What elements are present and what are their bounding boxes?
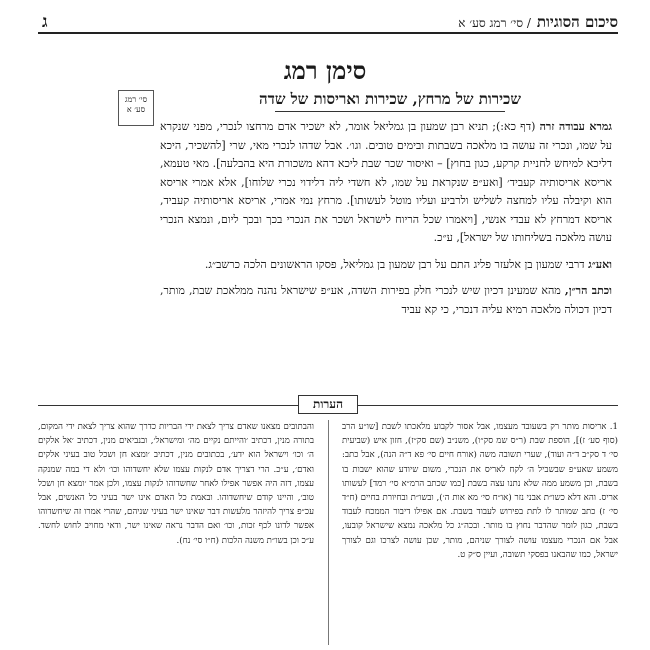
notes-columns [38,420,618,645]
paragraph-3-lead: וכתב הר״ן, [564,284,612,297]
subtitle-text: שכירות של מרחץ, שכירות ואריסות של שדה [258,90,521,108]
running-title: סיכום הסוגיות/ סי׳ רמג סע׳ א [458,13,618,31]
page-number: ג [42,12,48,32]
notes-column-right: 1. אריסות מותר רק בשעובד מעצמו, אבל אסור לקבוע מלאכתו לשבת [שו״ע הרב (סוף סע׳ ז)], הוספת שבת (ר״ס שמ סק״ו), משנ״ב (שם סק״ז), חזון איש (שביעית סי׳ ד סק״ב ד״ה ועוד), שערי תשובה משה (אורח חיים סי׳ פא ד״ה הנה), אבל כתב: משמע שאע״פ שבשביל ה׳ לקח לאריס את הנכרי, משום שיודע שהוא ישבות בו בשבת, וכן משמע ממה שלא נתנו עצה בשבת [כמו שכתב הרמ״א סי׳ רמד] לעשותו אריס. והא דלא כשו״ת אבני נזר (או״ח סי׳ מא אות ה׳), ובשו״ת ובחיורת בחיים (ח״ד סי׳ ז) כתב שמותר לו לתת בפירוש לעבוד בשבת. אם אפילו דיבור הממכח לעבוד בשבת, כגון לומר שהדבר נחוץ בו מותר. ובכה״ג כל מלאכה נמצא שישראל קובעו, אבל אם הנכרי מעצמו עושה לצורך שניהם, מותר, שכן עושה לצרכו וגם לצורך ישראל, כמו שהבאנו בפסקי תשובה, ועיין ס״ק ט. [342,422,618,560]
paragraph-2-lead: ואע״ג [588,257,612,271]
section-subtitle [180,90,600,112]
notes-header [38,395,618,415]
notes-label: הערות [298,395,358,414]
paragraph-1-lead: גמרא עבודה זרה [539,120,612,133]
column-divider [328,420,329,645]
paragraph-1 [160,118,612,248]
margin-reference: סי׳ רמג סע׳ א [118,90,154,126]
main-text [160,118,612,327]
paragraph-3 [160,282,612,319]
paragraph-2 [160,256,612,275]
paragraph-3-body: מהא שמעינן דכיון שיש לנכרי חלק בפירות השדה, אע״פ שישראל נהנה ממלאכת שבת, מותר, דכיון דכולה מלאכה רמיא עליה דנכרי, כי קא עביד [160,284,612,316]
paragraph-1-body: (דף כא:); תניא רבן שמעון בן גמליאל אומר, לא ישכיר אדם מרחצו לנכרי, מפני שנקרא על שמו, ונכרי זה עושה בו מלאכה בשבתות ובימים טובים. וגו׳. אבל שדהו לנכרי מאי, שרי [להשכיר, היכא דליכא למיחש לחניית קרקע, כגון בחוץ] – ואיסור שכר שבת ליכא דהא משכורת היא בהבלעה]. מאי טעמא, אריסא אריסותיה קעביד׳ [ואע״פ שנקראת על שמו, לא חשדי ליה דלידוי נכרי שלוחו], אלא אמרי אריסא הוא וקיבלה עליו למחצה לשליש ולרביע ועליו מוטל לעשותו]. מרחץ נמי אמרי, אריסא אריסותיה קעביד, אריסא דמרחץ לא עבדי אנשי, [ויאמרו שכל הריוח לישראל ושכר את הנכרי בכך ובכך ליום, ונמצא הנכרי עושה מלאכה בשליחותו של ישראל], ע״כ. [160,120,612,244]
siman-title: סימן רמג [283,56,367,85]
subtitle-underline [275,111,505,112]
notes-column-left: והבתובים מצאנו שאדם צריך לצאת ידי הבריות כדרך שהוא צריך לצאת ידי המקום, בתורה מנין, דכתיב ׳והייתם נקיים מה׳ ומישראל׳, ובנביאים מנין, דכתיב ׳אל אלקים ה׳ וכו׳ וישראל הוא ידע׳, בכתובים מנין, דכתיב ׳ומצא חן ושכל טוב בעיני אלקים ואדם׳, ע״כ. הרי דצריך אדם לנקות עצמו שלא יחשדוהו וכו׳ ולא די במה שמנקה עצמו, דזה היה אפשר אפילו לאחר שחשדוהו לנקות עצמו, ולכן אמר ׳ומצא חן ושכל טוב׳, והיינו קודם שיחשדוהו. ובאמת כל האדם אינו ישר בעיני כל האנשים, אבל עכ״פ צריך להיזהר מלעשות דבר שאינו ישר בעיני שניהם, שהרי אמרו זה שיחשדוהו אפשר לדונו לכף זכות, וכו׳ ואם הדבר נראה שאינו ישר, ודאי מחויב לחוש לחשד. ע״כ וכן בשו״ת משנה הלכות (ח״ו סי׳ נח). [38,422,314,546]
running-header [38,10,618,34]
paragraph-2-body: דרבי שמעון בן אלעזר פליג התם על רבן שמעון בן גמליאל, פסקו הראשונים הלכה כרשב״ג. [204,257,585,271]
